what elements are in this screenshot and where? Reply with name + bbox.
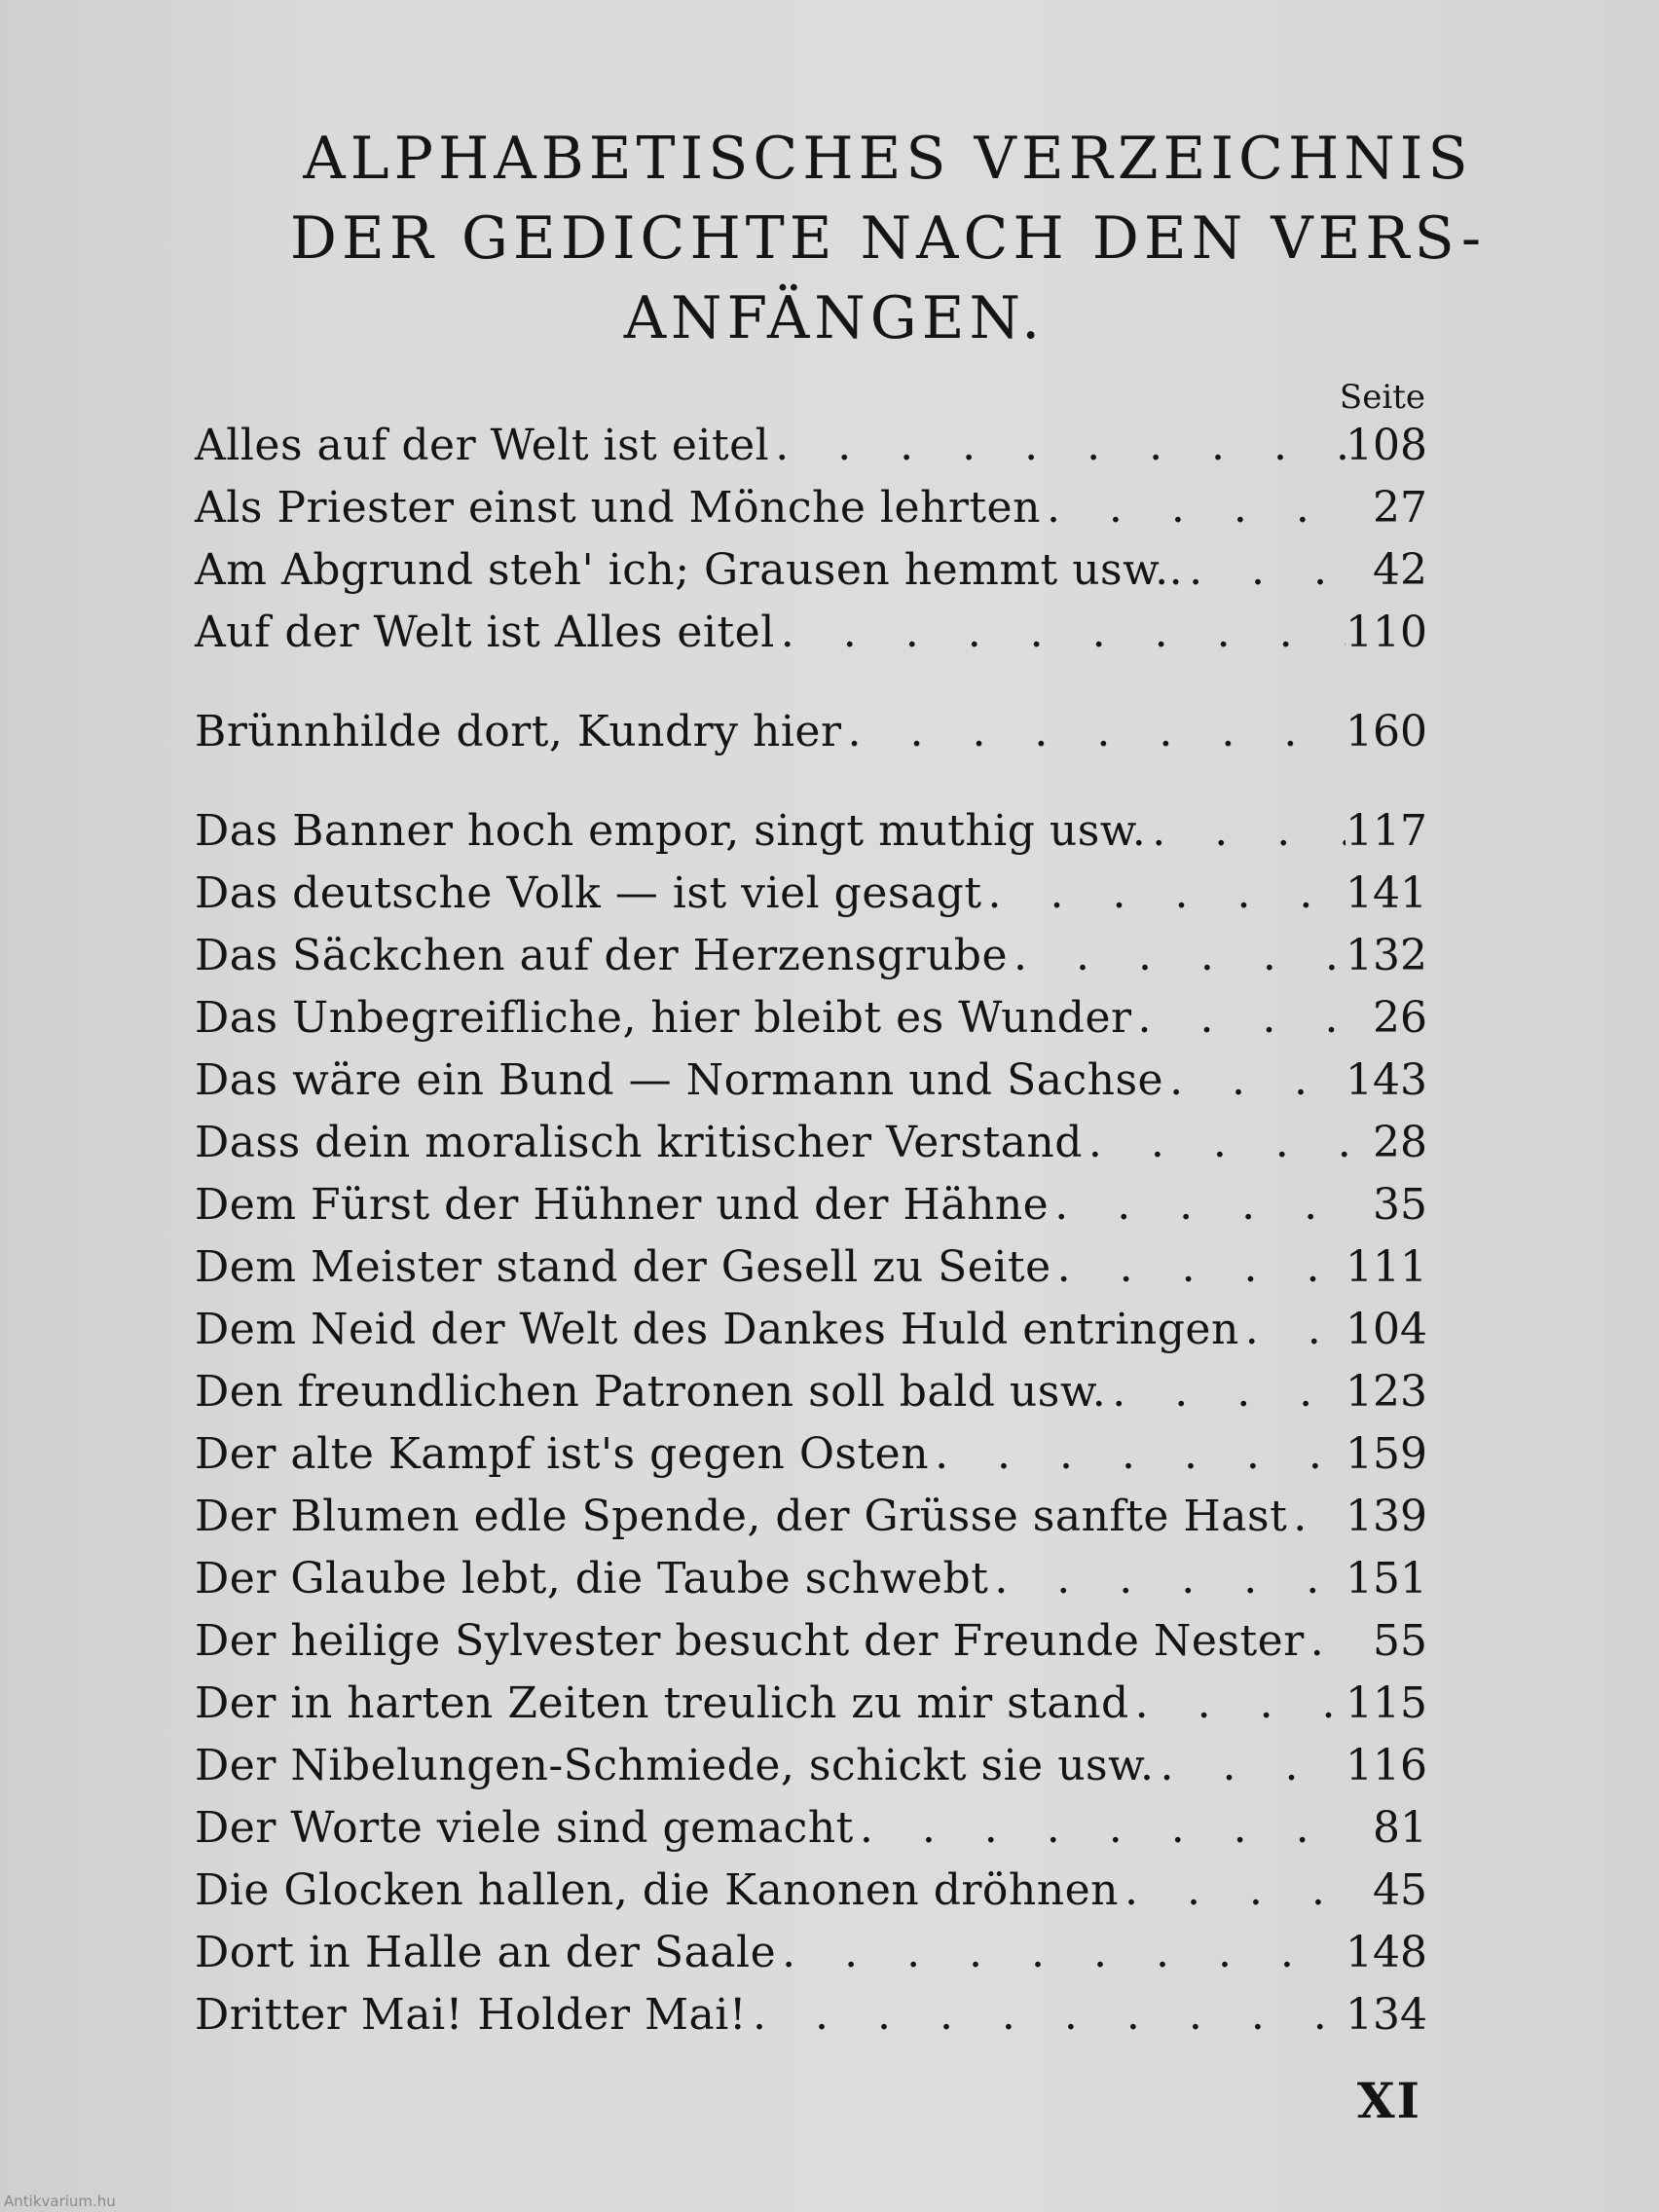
index-entry [195,987,1427,1050]
entry-verse-incipit: Alles auf der Welt ist eitel [195,421,770,470]
entry-leader-dots [1051,1236,1346,1299]
index-entry [195,1860,1427,1922]
entry-verse-incipit: Dass dein moralisch kritischer Verstand [195,1118,1083,1167]
index-entry [195,1486,1427,1548]
entry-page-number: 143 [1346,1055,1427,1105]
entry-page-number: 104 [1346,1305,1427,1354]
entry-leader-dots [1305,1610,1355,1673]
entry-verse-incipit: Das deutsche Volk — ist viel gesagt [195,868,982,918]
page-title [0,119,1659,358]
entry-page-number: 110 [1346,608,1427,657]
entry-leader-dots [1083,1112,1355,1174]
entry-page-number: 108 [1346,421,1427,470]
index-entry [195,701,1427,763]
index-entry [195,1610,1427,1673]
index-entry [195,1984,1427,2046]
entry-page-number: 81 [1373,1803,1427,1853]
entry-leader-dots [1239,1299,1346,1361]
entry-leader-dots [1008,925,1346,987]
entry-verse-incipit: Als Priester einst und Mönche lehrten [195,483,1041,533]
entry-page-number: 132 [1346,931,1427,980]
index-entry [195,1922,1427,1984]
entry-verse-incipit: Das Unbegreifliche, hier bleibt es Wunder [195,993,1132,1043]
entry-verse-incipit: Das Säckchen auf der Herzensgrube [195,931,1008,980]
entry-page-number: 111 [1346,1242,1427,1292]
index-entry [195,477,1427,539]
entry-page-number: 115 [1346,1678,1427,1728]
entry-page-number: 27 [1373,483,1427,533]
entry-page-number: 26 [1373,993,1427,1043]
entry-verse-incipit: Der alte Kampf ist's gegen Osten [195,1429,930,1479]
index-entry [195,1797,1427,1860]
entry-page-number: 159 [1346,1429,1427,1479]
title-line-1: ALPHABETISCHES VERZEICHNIS [303,125,1473,193]
index-entry [195,602,1427,664]
entry-page-number: 45 [1373,1865,1427,1915]
entry-leader-dots [1041,477,1355,539]
entry-leader-dots [1183,539,1355,602]
entry-page-number: 55 [1373,1616,1427,1666]
entry-leader-dots [1132,987,1355,1050]
title-line-3: ANFÄNGEN. [623,284,1046,352]
entry-leader-dots [1287,1486,1346,1548]
entry-page-number: 117 [1346,806,1427,856]
entry-verse-incipit: Dritter Mai! Holder Mai! [195,1990,748,2040]
index-entry [195,415,1427,477]
index-entry [195,1050,1427,1112]
entry-page-number: 123 [1346,1367,1427,1417]
entry-verse-incipit: Dem Fürst der Hühner und der Hähne [195,1180,1050,1230]
entry-page-number: 42 [1373,545,1427,595]
entry-leader-dots [769,415,1346,477]
index-entry [195,1299,1427,1361]
entry-verse-incipit: Der Glaube lebt, die Taube schwebt [195,1554,989,1604]
entry-verse-incipit: Der Nibelungen-Schmiede, schickt sie usw. [195,1741,1155,1790]
title-line-2: DER GEDICHTE NACH DEN VERS- [289,204,1487,273]
entry-leader-dots [1129,1673,1346,1735]
entry-leader-dots [1163,1050,1346,1112]
entry-page-number: 148 [1346,1928,1427,1977]
entry-leader-dots [1106,1361,1346,1423]
index-entry [195,1423,1427,1486]
index-entry [195,1236,1427,1299]
index-entry [195,925,1427,987]
entry-verse-incipit: Das wäre ein Bund — Normann und Sachse [195,1055,1164,1105]
entry-page-number: 160 [1346,707,1427,756]
index-entry [195,1174,1427,1236]
entry-verse-incipit: Auf der Welt ist Alles eitel [195,608,775,657]
entry-page-number: 151 [1346,1554,1427,1604]
entry-page-number: 134 [1346,1990,1427,2040]
index-entry [195,539,1427,602]
entry-verse-incipit: Dem Meister stand der Gesell zu Seite [195,1242,1051,1292]
entry-verse-incipit: Der in harten Zeiten treulich zu mir stand [195,1678,1129,1728]
entry-verse-incipit: Der Worte viele sind gemacht [195,1803,854,1853]
entry-verse-incipit: Brünnhilde dort, Kundry hier [195,707,842,756]
entry-verse-incipit: Der Blumen edle Spende, der Grüsse sanfte Hast [195,1492,1288,1541]
entry-verse-incipit: Am Abgrund steh' ich; Grausen hemmt usw.. [195,545,1184,595]
index-entries [195,415,1427,2046]
index-entry [195,1548,1427,1610]
entry-leader-dots [1155,1735,1346,1797]
entry-leader-dots [854,1797,1355,1860]
index-entry [195,1112,1427,1174]
folio-page-number: XI [1356,2072,1421,2129]
entry-verse-incipit: Das Banner hoch empor, singt muthig usw. [195,806,1147,856]
index-entry [195,1361,1427,1423]
index-entry [195,1673,1427,1735]
entry-verse-incipit: Der heilige Sylvester besucht der Freunde Nester [195,1616,1305,1666]
entry-verse-incipit: Den freundlichen Patronen soll bald usw. [195,1367,1107,1417]
index-entry [195,863,1427,925]
entry-verse-incipit: Dem Neid der Welt des Dankes Huld entringen [195,1305,1239,1354]
entry-leader-dots [1146,800,1346,863]
entry-leader-dots [776,1922,1346,1984]
entry-leader-dots [929,1423,1346,1486]
entry-verse-incipit: Dort in Halle an der Saale [195,1928,777,1977]
entry-verse-incipit: Die Glocken hallen, die Kanonen dröhnen [195,1865,1119,1915]
index-entry [195,1735,1427,1797]
entry-page-number: 141 [1346,868,1427,918]
entry-leader-dots [982,863,1346,925]
entry-page-number: 35 [1373,1180,1427,1230]
entry-leader-dots [842,701,1346,763]
watermark: Antikvarium.hu [4,2193,116,2210]
entry-leader-dots [775,602,1346,664]
entry-leader-dots [1049,1174,1355,1236]
entry-page-number: 28 [1373,1118,1427,1167]
index-entry [195,800,1427,863]
entry-leader-dots [1119,1860,1355,1922]
entry-leader-dots [988,1548,1346,1610]
entry-leader-dots [747,1984,1346,2046]
page-column-header: Seite [1339,378,1425,417]
entry-page-number: 139 [1346,1492,1427,1541]
entry-page-number: 116 [1346,1741,1427,1790]
